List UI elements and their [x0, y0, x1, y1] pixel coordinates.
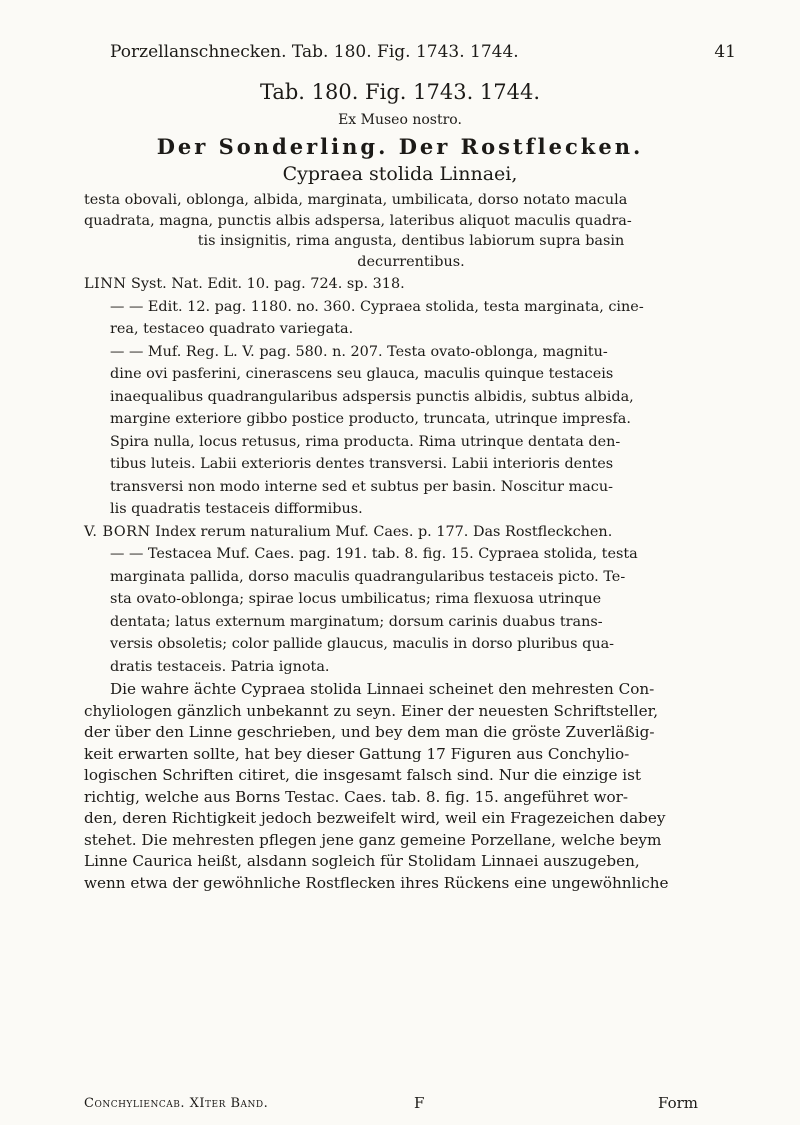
- reference-line: — — Edit. 12. pag. 1180. no. 360. Cypraea stolida, testa marginata, cine-: [110, 298, 644, 315]
- signature-mark: F: [414, 1094, 425, 1112]
- commentary-line: den, deren Richtigkeit jedoch bezweifelt wird, weil ein Fragezeichen dabey: [84, 809, 666, 827]
- commentary-line: richtig, welche aus Borns Testac. Caes. tab. 8. fig. 15. angeführet wor-: [84, 787, 629, 806]
- commentary-line: logischen Schriften citiret, die insgesamt falsch sind. Nur die einzige ist: [84, 766, 642, 784]
- plate-source: Ex Museo nostro.: [338, 112, 462, 128]
- reference-line: lis quadratis testaceis difformibus.: [110, 501, 363, 517]
- reference-line: dentata; latus externum marginatum; dorsum carinis duabus trans-: [110, 613, 603, 630]
- reference-line: versis obsoletis; color pallide glaucus, maculis in dorso pluribus qua-: [110, 636, 615, 652]
- reference-author: V. BORN: [84, 523, 151, 540]
- commentary-line: Linne Caurica heißt, alsdann sogleich für Stolidam Linnaei auszugeben,: [84, 852, 640, 870]
- page-footer: [84, 1096, 738, 1118]
- description-line: testa obovali, oblonga, albida, marginata, umbilicata, dorso notato macula: [84, 192, 628, 208]
- reference-line: marginata pallida, dorso maculis quadrangularibus testaceis picto. Te-: [110, 568, 626, 585]
- commentary-line: der über den Linne geschrieben, und bey dem man die gröste Zuverläßig-: [84, 723, 655, 741]
- reference-line: — — Muf. Reg. L. V. pag. 580. n. 207. Testa ovato-oblonga, magnitu-: [110, 343, 608, 360]
- species-name: Cypraea stolida Linnaei,: [282, 163, 518, 185]
- german-commentary: [84, 679, 738, 894]
- reference-line: transversi non modo interne sed et subtus per basin. Noscitur macu-: [110, 478, 613, 495]
- catchword: Form: [657, 1094, 698, 1112]
- commentary-line: chyliologen gänzlich unbekannt zu seyn. Einer der neuesten Schriftsteller,: [84, 701, 659, 720]
- plate-title: Tab. 180. Fig. 1743. 1744.: [259, 80, 541, 104]
- commentary-line: keit erwarten sollte, hat bey dieser Gattung 17 Figuren aus Conchylio-: [84, 744, 630, 763]
- reference-author: LINN: [84, 276, 127, 292]
- volume-note: Conchyliencab. XIter Band.: [84, 1096, 269, 1111]
- running-head: [110, 42, 736, 72]
- body-text: [84, 190, 738, 894]
- page-number: 41: [714, 42, 736, 62]
- reference-line: LINN Syst. Nat. Edit. 10. pag. 724. sp. 318.: [84, 276, 405, 292]
- description-line: tis insignitis, rima angusta, dentibus labiorum supra basin: [197, 233, 625, 249]
- german-common-names: Der Sonderling. Der Rostflecken.: [156, 134, 644, 159]
- reference-line: inaequalibus quadrangularibus adspersis punctis albidis, subtus albida,: [110, 388, 634, 405]
- reference-line: — — Testacea Muf. Caes. pag. 191. tab. 8. fig. 15. Cypraea stolida, testa: [110, 546, 638, 562]
- reference-line: dine ovi pasferini, cinerascens seu glauca, maculis quinque testaceis: [110, 366, 614, 382]
- reference-line: Spira nulla, locus retusus, rima producta. Rima utrinque dentata den-: [110, 433, 621, 450]
- reference-line: V. BORN Index rerum naturalium Muf. Caes. p. 177. Das Rostfleckchen.: [84, 523, 613, 540]
- description-line: quadrata, magna, punctis albis adspersa, lateribus aliquot maculis quadra-: [84, 212, 632, 229]
- reference-line: tibus luteis. Labii exterioris dentes transversi. Labii interioris dentes: [110, 456, 614, 472]
- reference-line: margine exteriore gibbo postice producto, truncata, utrinque impresfa.: [110, 411, 631, 427]
- commentary-line: stehet. Die mehresten pflegen jene ganz gemeine Porzellane, welche beym: [84, 830, 662, 849]
- running-title: Porzellanschnecken. Tab. 180. Fig. 1743. 1744.: [110, 42, 519, 62]
- reference-line: sta ovato-oblonga; spirae locus umbilicatus; rima flexuosa utrinque: [110, 591, 602, 607]
- reference-line: dratis testaceis. Patria ignota.: [110, 658, 330, 675]
- commentary-line: wenn etwa der gewöhnliche Rostflecken ihres Rückens eine ungewöhnliche: [84, 873, 669, 892]
- description-line: decurrentibus.: [357, 253, 465, 270]
- commentary-line: Die wahre ächte Cypraea stolida Linnaei scheinet den mehresten Con-: [110, 680, 655, 698]
- reference-line: rea, testaceo quadrato variegata.: [110, 321, 354, 337]
